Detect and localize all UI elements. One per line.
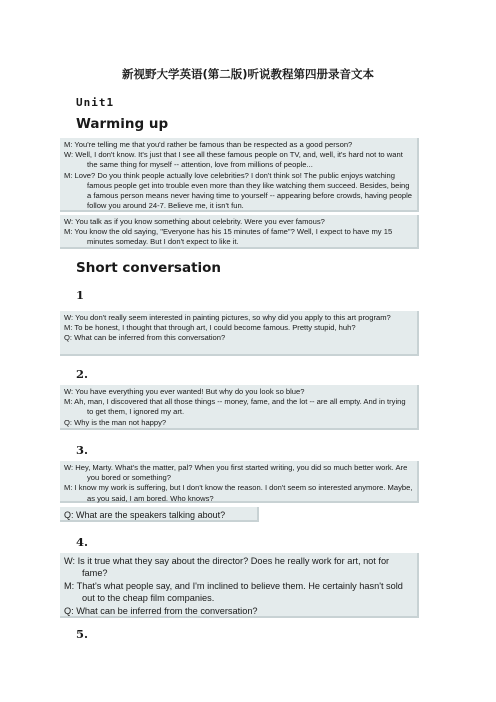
unit-label: Unit1 (76, 96, 115, 109)
conversation-1-box (60, 311, 419, 356)
transcript-line: M: Ah, man, I discovered that all those things -- money, fame, and the lot -- are all empty. And in trying to get them, I ignored my art. (64, 397, 406, 417)
warming-up-transcript-box-2 (60, 215, 419, 249)
section-heading-warming-up: Warming up (76, 116, 169, 132)
transcript-line: M: That's what people say, and I'm inclined to believe them. He certainly hasn't sold out to the cheap film companies. (64, 580, 403, 604)
transcript-line: M: To be honest, I thought that through art, I could become famous. Pretty stupid, huh? (64, 323, 356, 333)
question-line: Q: What can be inferred from the conversation? (64, 605, 258, 616)
transcript-line: M: I know my work is suffering, but I don't know the reason. I don't seem so interested anymore. Maybe, as you said, I am bored. Who knows? (64, 483, 413, 503)
conversation-2-box (60, 385, 419, 430)
section-heading-short-conversation: Short conversation (76, 260, 222, 276)
transcript-line: W: You have everything you ever wanted! But why do you look so blue? (64, 387, 305, 396)
warming-up-transcript-box-1 (60, 138, 419, 212)
conversation-number: 3. (76, 443, 89, 457)
conversation-number: 5. (76, 627, 89, 641)
transcript-line: W: You don't really seem interested in painting pictures, so why did you apply to this art program? (64, 313, 391, 322)
conversation-number: 2. (76, 367, 89, 381)
conversation-number: 1 (76, 288, 85, 302)
conversation-3-question: Q: What are the speakers talking about? (60, 507, 259, 522)
transcript-line: M: Love? Do you think people actually love celebrities? I don't think so! The public enjoys watching famous people get into trouble even more than they like watching them succeed. Besides, being a famous person means never having time to yourself -- appearing before crowds, having people follow you around 24-7. Believe me, it isn't fun. (64, 170, 413, 211)
document-title: 新视野大学英语(第二版)听说教程第四册录音文本 (121, 67, 374, 81)
transcript-line: W: Well, I don't know. It's just that I see all these famous people on TV, and, well, it's hard not to want the same thing for myself -- attention, love from millions of people... (64, 150, 403, 170)
question-line: Q: What can be inferred from this conversation? (64, 333, 226, 343)
transcript-line: W: Hey, Marty. What's the matter, pal? When you first started writing, you did so much better work. Are you bored or something? (64, 463, 408, 483)
conversation-3-box (60, 461, 419, 503)
question-line: Q: Why is the man not happy? (64, 417, 167, 427)
transcript-line: M: You're telling me that you'd rather be famous than be respected as a good person? (64, 140, 353, 149)
conversation-4-box (60, 553, 419, 618)
transcript-line: W: You talk as if you know something about celebrity. Were you ever famous? (64, 217, 325, 226)
transcript-line: W: Is it true what they say about the director? Does he really work for art, not for fame? (64, 556, 390, 579)
conversation-number: 4. (76, 535, 89, 549)
transcript-line: M: You know the old saying, "Everyone has his 15 minutes of fame"? Well, I expect to have my 15 minutes someday. But I don't expect to like it. (64, 227, 393, 247)
